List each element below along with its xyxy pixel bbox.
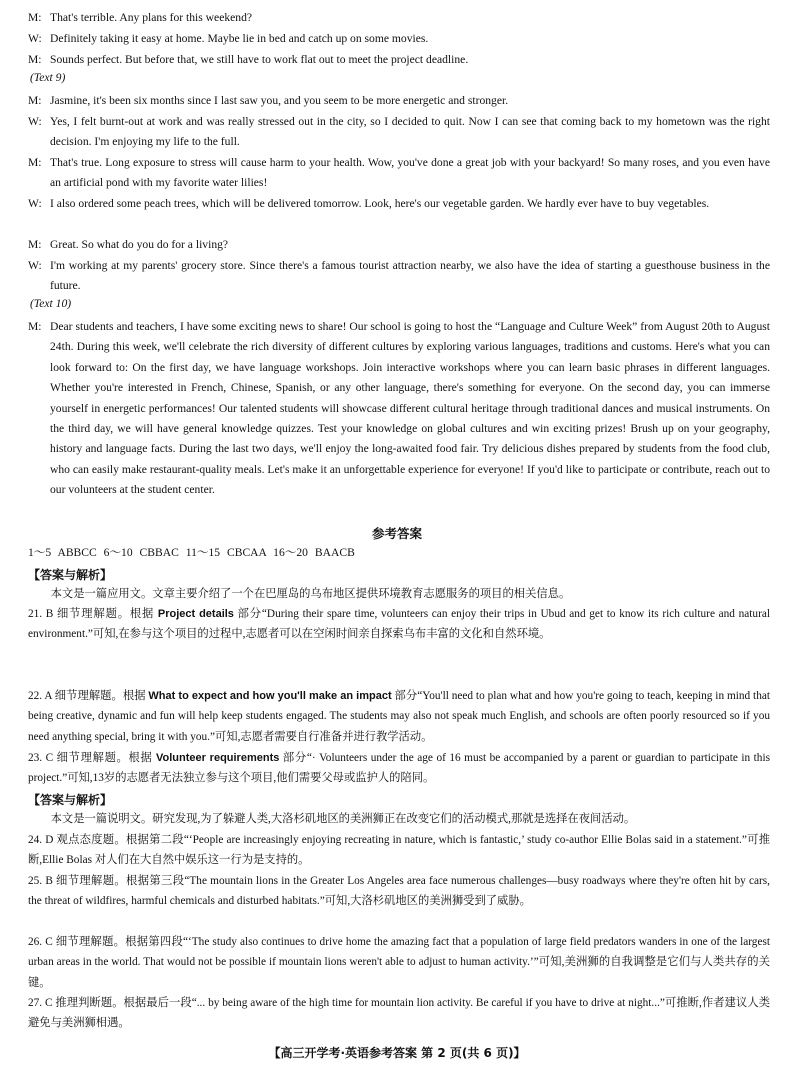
section-reference: Volunteer requirements [156,752,280,764]
dialogue-text: Definitely taking it easy at home. Maybe lie in bed and catch up on some movies. [50,32,429,45]
answer-prefix: 21. B 细节理解题。根据 [28,608,158,620]
answer-prefix: 22. A 细节理解题。根据 [28,690,149,702]
answer-explanation-25: 25. B 细节理解题。根据第三段“The mountain lions in the Greater Los Angeles area face numerous challenges—busy roadways where they're often hit by cars, the threat of wildfires, harmful chemicals and disturbed habitats.”可知,大洛杉矶地区的美洲狮受到了威胁。 [28,875,770,908]
answer-explanation-22 [28,686,770,747]
answer-keys: 1～5 ABBCC 6～10 CBBAC 11～15 CBCAA 16～20 BAACB [28,546,355,559]
dialogue-text: I'm working at my parents' grocery store. Since there's a famous tourist attraction nearby, we also have the idea of starting a guesthouse business in the future. [50,259,770,293]
answer-explanation-26: 26. C 细节理解题。根据第四段“‘The study also continues to drive home the amazing fact that a population of large field predators wanders in one of the largest urban areas in the world. That would not be possible if mountain lions weren't able to adjust to human activity.’”可知,美洲狮的自我调整是它们与人类共存的关键。 [28,936,770,989]
dialogue-text: Sounds perfect. But before that, we still have to work flat out to meet the project deadline. [50,53,469,66]
section-reference: Project details [157,608,234,620]
answer-prefix: 23. C 细节理解题。根据 [28,752,157,764]
answer-explanation-27: 27. C 推理判断题。根据最后一段“... by being aware of the high time for mountain lion activity. Be careful if you have to drive at night...”可推断,作者建议人类避免与美洲狮相遇。 [28,997,770,1030]
section-heading: 【答案与解析】 [28,793,113,807]
dialogue-text: I also ordered some peach trees, which will be delivered tomorrow. Look, here's our vegetable garden. We hardly ever have to buy vegetables. [50,197,710,210]
dialogue-text: Jasmine, it's been six months since I last saw you, and you seem to be more energetic and stronger. [50,94,509,107]
speaker: M: [28,238,42,251]
dialogue-line [28,8,770,28]
answer-body: 部分“· Volunteers under the age of 16 must be accompanied by a parent or guardian to participate in this project.”可知,13岁的志愿者无法独立参与这个项目,他们需要父母或监护人的陪同。 [28,752,770,785]
speaker: W: [28,115,42,128]
section-heading: 【答案与解析】 [28,568,113,582]
speaker: M: [28,320,42,333]
speaker: M: [28,11,42,24]
speaker: M: [28,94,42,107]
dialogue-text: Dear students and teachers, I have some exciting news to share! Our school is going to host the “Language and Culture Week” from August 20th to August 24th. During this week, we'll celebrate the rich diversity of different cultures by exploring various languages, traditions and customs. Here's what you can look forward to: On the first day, we have language workshops. Join interactive workshops where you can learn basic phrases in different languages. Whether you're interested in French, Chinese, Spanish, or any other language, there's something for everyone. On the second day, you can immerse yourself in energetic performances! Our talented students will showcase different cultural heritage through traditional dances and musical instruments. On the third day, we will have general knowledge quizzes. Test your knowledge on global cultures and win exciting prizes! Brush up on your geography, history and language facts. During the last two days, we'll enjoy the long-awaited food fair. Try delicious dishes prepared by students from the food club, who can easily make restaurant-quality meals. Let's make it an unforgettable experience for everyone! If you'd like to participate or contribute, reach out to our volunteers at the student center. [50,320,770,497]
dialogue-line [28,235,770,255]
speaker: W: [28,32,42,45]
dialogue-line [28,256,770,297]
dialogue-text: Great. So what do you do for a living? [50,238,229,251]
dialogue-line [28,29,770,49]
section-summary: 本文是一篇应用文。文章主要介绍了一个在巴厘岛的乌布地区提供环境教育志愿服务的项目的相关信息。 [50,588,571,600]
text-10-label: (Text 10) [30,297,72,310]
dialogue-line [28,91,770,111]
section-reference: What to expect and how you'll make an impact [148,690,392,702]
dialogue-text: Yes, I felt burnt-out at work and was really stressed out in the city, so I decided to quit. Now I can see that coming back to my hometown was the right decision. I'm enjoying my life to the full. [50,115,770,149]
section-summary: 本文是一篇说明文。研究发现,为了躲避人类,大洛杉矶地区的美洲狮正在改变它们的活动模式,那就是选择在夜间活动。 [50,813,636,825]
speaker: W: [28,197,42,210]
answer-explanation-23 [28,748,770,789]
answer-body: 部分“During their spare time, volunteers can enjoy their trips in Ubud and get to know its rich culture and natural environment.”可知,在参与这个项目的过程中,志愿者可以在空闲时间亲自探索乌布丰富的文化和自然环境。 [28,608,770,641]
answer-body: 部分“You'll need to plan what and how you're going to teach, keeping in mind that being creative, dynamic and fun will help keep students engaged. The students may also not speak much English, and schools are often poorly resourced so if you need anything special, bring it with you.”可知,志愿者需要自行准备并进行教学活动。 [28,690,770,743]
speaker: M: [28,156,42,169]
dialogue-line [28,50,770,70]
answer-explanation-21 [28,604,770,645]
page-footer: 【高三开学考·英语参考答案 第 2 页(共 6 页)】 [268,1046,526,1060]
dialogue-line [28,317,770,501]
answer-explanation-24: 24. D 观点态度题。根据第二段“‘People are increasingly enjoying recreating in nature, which is fantastic,’ study co-author Ellie Bolas said in a statement.”可推断,Ellie Bolas 对人们在大自然中娱乐这一行为是支持的。 [28,834,770,867]
dialogue-text: That's terrible. Any plans for this weekend? [50,11,253,24]
text-9-label: (Text 9) [30,71,66,84]
speaker: W: [28,259,42,272]
dialogue-text: That's true. Long exposure to stress will cause harm to your health. Wow, you've done a great job with your backyard! So many roses, and you even have an artificial pond with my favorite water lilies! [50,156,770,190]
dialogue-line [28,153,770,194]
dialogue-line [28,112,770,153]
speaker: M: [28,53,42,66]
dialogue-line [28,194,770,214]
answer-title: 参考答案 [371,526,422,541]
